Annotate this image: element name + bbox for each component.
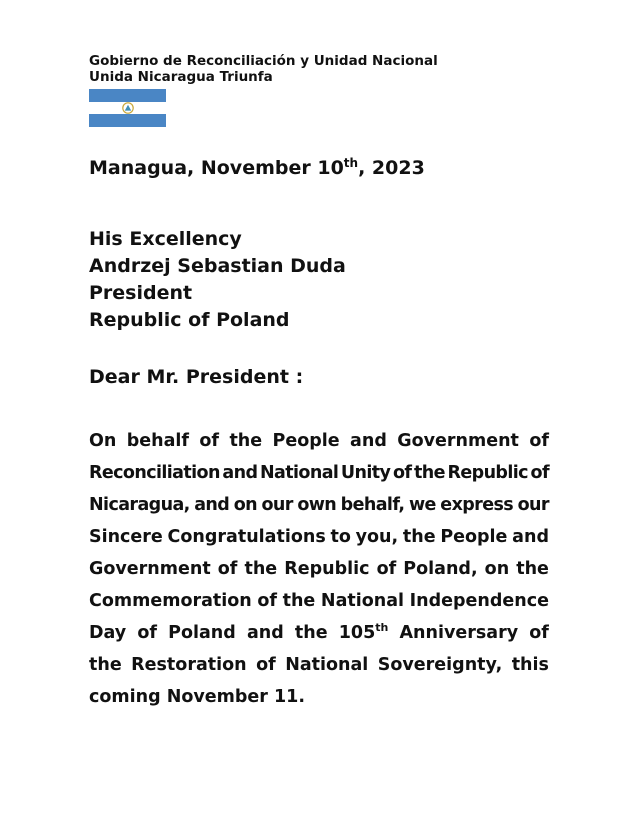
body-word: Sovereignty,: [377, 655, 503, 675]
body-word: our: [261, 495, 293, 515]
body-word: the: [294, 623, 328, 643]
letter-body: [89, 425, 549, 713]
body-word: Sincere: [89, 527, 163, 547]
body-word: Congratulations: [167, 527, 326, 547]
body-word: People: [272, 431, 340, 451]
body-word: Poland,: [403, 559, 478, 579]
body-line: [89, 489, 549, 521]
body-line: [89, 457, 549, 489]
body-word: of: [199, 431, 220, 451]
body-word: Government: [89, 559, 211, 579]
body-word: Unity: [340, 463, 391, 483]
nicaragua-flag-icon: [89, 89, 166, 127]
body-word: of: [530, 463, 549, 483]
body-word: of: [217, 559, 238, 579]
body-word: the: [244, 559, 278, 579]
body-line: [89, 553, 549, 585]
body-word: of: [376, 559, 397, 579]
body-word: the: [89, 655, 122, 675]
body-word: the: [414, 463, 445, 483]
body-word: Republic: [447, 463, 528, 483]
recipient-name: Andrzej Sebastian Duda: [89, 255, 346, 277]
body-word: on: [233, 495, 257, 515]
body-word: and: [512, 527, 549, 547]
body-word: we: [408, 495, 436, 515]
body-word: Restoration: [131, 655, 247, 675]
body-word: and: [194, 495, 230, 515]
body-word: 105th: [338, 621, 389, 643]
body-word: On: [89, 431, 117, 451]
body-word: of: [529, 623, 549, 643]
body-line: [89, 585, 549, 617]
letter-date: Managua, November 10th, 2023: [89, 156, 425, 179]
recipient-block: [89, 226, 346, 334]
body-word: Anniversary: [399, 623, 519, 643]
body-word: and: [350, 431, 387, 451]
body-word: and: [222, 463, 258, 483]
body-word: you,: [355, 527, 399, 547]
letterhead-government: Gobierno de Reconciliación y Unidad Nacional: [89, 53, 438, 69]
body-word: Day: [89, 623, 127, 643]
body-word: Reconciliation: [89, 463, 220, 483]
body-line: coming November 11.: [89, 687, 306, 707]
body-word: of: [529, 431, 549, 451]
body-word: the: [229, 431, 263, 451]
body-word: of: [256, 655, 276, 675]
body-word: to: [330, 527, 351, 547]
body-word: Nicaragua,: [89, 495, 190, 515]
body-line: [89, 649, 549, 681]
body-line: [89, 617, 549, 649]
letterhead: [89, 53, 438, 85]
recipient-position: President: [89, 282, 193, 304]
body-word: the: [282, 591, 316, 611]
recipient-country: Republic of Poland: [89, 309, 290, 331]
body-word: on: [484, 559, 510, 579]
body-word: Commemoration: [89, 591, 252, 611]
body-word: our: [517, 495, 549, 515]
body-word: Republic: [284, 559, 370, 579]
letterhead-motto: Unida Nicaragua Triunfa: [89, 69, 273, 85]
body-word: of: [392, 463, 412, 483]
body-line: [89, 425, 549, 457]
coat-of-arms-icon: [122, 102, 134, 114]
body-word: Government: [397, 431, 519, 451]
body-word: of: [137, 623, 157, 643]
salutation: Dear Mr. President :: [89, 366, 304, 388]
body-word: National: [285, 655, 369, 675]
body-word: and: [246, 623, 284, 643]
body-word: behalf: [126, 431, 190, 451]
body-word: behalf,: [340, 495, 405, 515]
body-word: own: [297, 495, 337, 515]
body-word: the: [402, 527, 436, 547]
body-word: Independence: [409, 591, 549, 611]
recipient-title: His Excellency: [89, 228, 242, 250]
body-word: express: [440, 495, 514, 515]
body-line: [89, 521, 549, 553]
body-word: People: [440, 527, 508, 547]
body-word: National: [260, 463, 339, 483]
body-word: National: [320, 591, 405, 611]
body-word: this: [511, 655, 549, 675]
body-word: the: [516, 559, 549, 579]
body-word: of: [257, 591, 277, 611]
body-word: Poland: [168, 623, 236, 643]
